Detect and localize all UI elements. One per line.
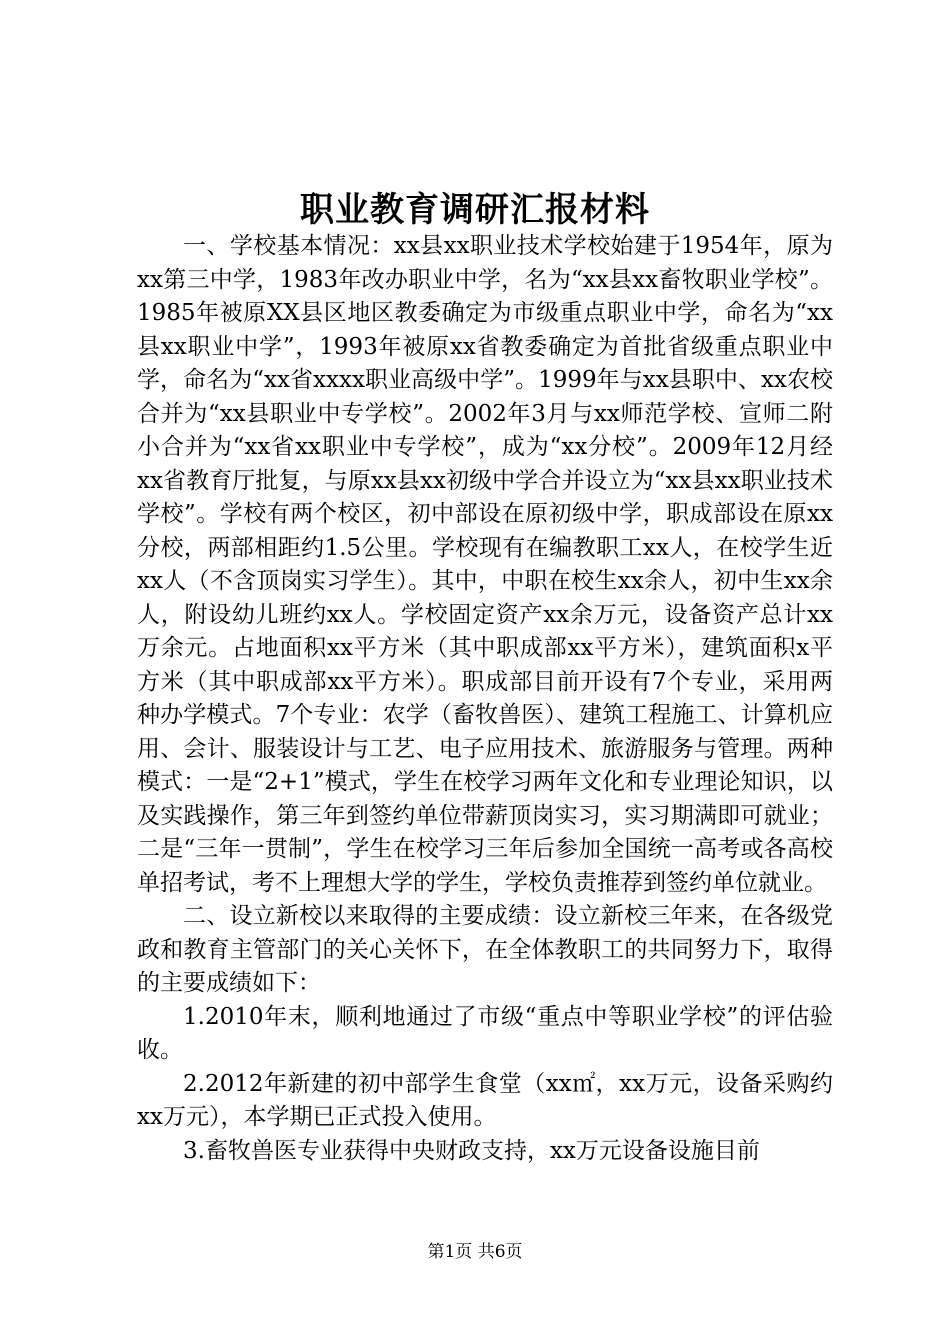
page-number: 第1页 共6页: [427, 1242, 523, 1262]
document-title: 职业教育调研汇报材料: [300, 190, 650, 230]
paragraph-achievement-1: 1.2010年末，顺利地通过了市级“重点中等职业学校”的评估验收。: [137, 1003, 833, 1063]
paragraph-achievement-3: 3.畜牧兽医专业获得中央财政支持，xx万元设备设施目前: [183, 1137, 760, 1164]
paragraph-school-overview: 一、学校基本情况：xx县xx职业技术学校始建于1954年，原为xx第三中学，1983年改办职业中学，名为“xx县xx畜牧职业学校”。1985年被原XX县区地区教委确定为市级重点职业中学，命名为“xx县xx职业中学”，1993年被原xx省教委确定为首批省级重点职业中学，命名为“xx省xxxx职业高级中学”。1999年与xx县职中、xx农校合并为“xx县职业中专学校”。2002年3月与xx师范学校、宣师二附小合并为“xx省xx职业中专学校”，成为“xx分校”。2009年12月经xx省教育厅批复，与原xx县xx初级中学合并设立为“xx县xx职业技术学校”。学校有两个校区，初中部设在原初级中学，职成部设在原xx分校，两部相距约1.5公里。学校现有在编教职工xx人，在校学生近xx人（不含顶岗实习学生）。其中，中职在校生xx余人，初中生xx余人，附设幼儿班约xx人。学校固定资产xx余万元，设备资产总计xx万余元。占地面积xx平方米（其中职成部xx平方米），建筑面积x平方米（其中职成部xx平方米）。职成部目前开设有7个专业，采用两种办学模式。7个专业：农学（畜牧兽医）、建筑工程施工、计算机应用、会计、服装设计与工艺、电子应用技术、旅游服务与管理。两种模式：一是“2+1”模式，学生在校学习两年文化和专业理论知识，以及实践操作，第三年到签约单位带薪顶岗实习，实习期满即可就业；二是“三年一贯制”，学生在校学习三年后参加全国统一高考或各高校单招考试，考不上理想大学的学生，学校负责推荐到签约单位就业。: [137, 233, 833, 896]
document-body: [137, 230, 833, 1168]
paragraph-achievements-intro: 二、设立新校以来取得的主要成绩：设立新校三年来，在各级党政和教育主管部门的关心关怀下，在全体教职工的共同努力下，取得的主要成绩如下：: [137, 903, 833, 996]
paragraph-achievement-2: 2.2012年新建的初中部学生食堂（xx㎡，xx万元，设备采购约xx万元），本学期已正式投入使用。: [137, 1070, 833, 1130]
